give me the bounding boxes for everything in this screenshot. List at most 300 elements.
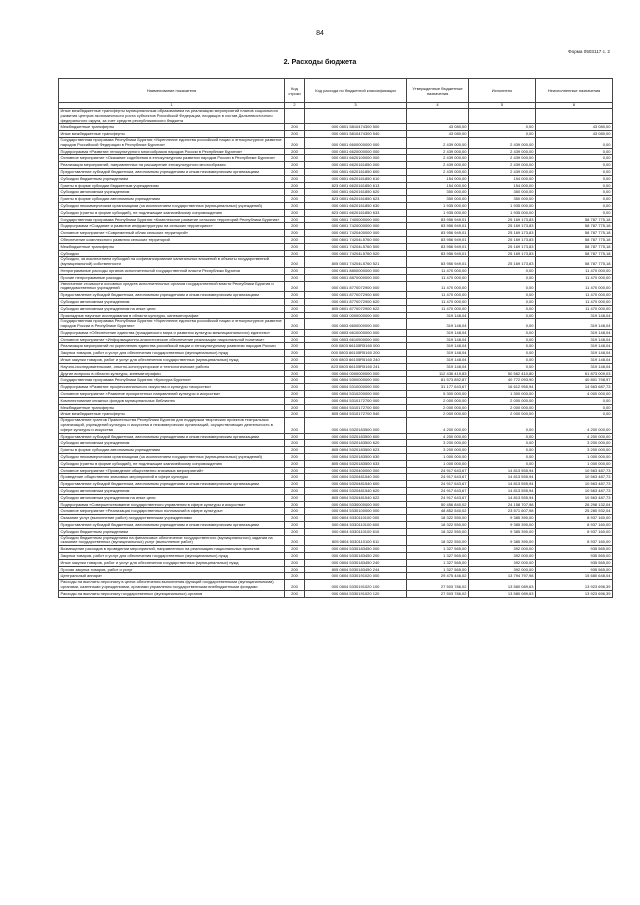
table-row <box>59 418 613 433</box>
table-cell: 000 0801 74204L5760 500 <box>305 243 407 250</box>
table-cell: 319 148,04 <box>407 350 469 357</box>
table-cell: 25 169 173,83 <box>469 216 536 223</box>
table-row <box>59 336 613 343</box>
table-cell: 000 0804 5320481540 620 <box>305 488 407 495</box>
table-cell: 319 148,04 <box>407 357 469 364</box>
table-cell: 0,00 <box>469 440 536 447</box>
table-cell: 1 000 000,00 <box>536 454 613 461</box>
table-cell: 000 0801 6620161850 620 <box>305 189 407 196</box>
table-cell: Предоставление субсидий бюджетным, автономным учреждениям и иным некоммерческим организациям <box>59 433 285 440</box>
table-cell: Прочие непрограммные расходы <box>59 274 285 281</box>
table-cell: Основное мероприятие «Проведение общественно значимых мероприятий» <box>59 467 285 474</box>
table-cell: 200 <box>285 580 305 591</box>
table-row <box>59 474 613 481</box>
table-cell: 0,00 <box>469 418 536 433</box>
table-cell: 000 0801 6620161850 000 <box>305 162 407 169</box>
table-cell: 0,00 <box>469 312 536 319</box>
table-cell: 0,00 <box>536 148 613 155</box>
table-row <box>59 488 613 495</box>
table-cell: 9 385 390,00 <box>469 522 536 529</box>
table-cell: 1 935 000,00 <box>407 202 469 209</box>
table-cell: 1 935 000,00 <box>469 209 536 216</box>
table-cell: 200 <box>285 175 305 182</box>
table-cell: 2 439 000,00 <box>469 137 536 148</box>
table-cell: 18 322 550,00 <box>407 515 469 522</box>
table-cell: 50 456 840,02 <box>407 501 469 508</box>
column-header: Код строки <box>285 79 305 103</box>
table-cell: 2 439 000,00 <box>407 162 469 169</box>
table-cell: 11 470 000,00 <box>536 292 613 299</box>
table-row <box>59 155 613 162</box>
table-row <box>59 182 613 189</box>
table-cell: 1 327 565,00 <box>407 552 469 559</box>
table-cell: 200 <box>285 137 305 148</box>
table-cell: Предоставление субсидий бюджетным, автономным учреждениям и иным некоммерческим организациям <box>59 481 285 488</box>
table-cell: 000 0801 74204L5760 000 <box>305 236 407 243</box>
table-cell: 11 470 000,00 <box>407 298 469 305</box>
table-row <box>59 162 613 169</box>
table-cell: 319 148,04 <box>407 329 469 336</box>
table-cell: Субсидии автономным учреждениям <box>59 298 285 305</box>
table-cell: 200 <box>285 488 305 495</box>
table-cell: 823 0803 66105R5160 241 <box>305 363 407 370</box>
table-cell: 200 <box>285 501 305 508</box>
table-cell: 000 0803 6610500000 000 <box>305 336 407 343</box>
table-cell: 50 562 410,80 <box>469 370 536 377</box>
table-cell: 0,00 <box>469 281 536 292</box>
table-cell: 0,00 <box>536 189 613 196</box>
table-cell: 0,00 <box>536 397 613 404</box>
table-cell: 200 <box>285 148 305 155</box>
table-cell: 000 0804 5320183500 000 <box>305 418 407 433</box>
table-cell: 8 937 160,00 <box>536 515 613 522</box>
table-cell: 000 0804 5320183500 630 <box>305 454 407 461</box>
table-cell: 200 <box>285 404 305 411</box>
table-cell: 000 0803 6600000000 000 <box>305 319 407 330</box>
table-cell: 200 <box>285 508 305 515</box>
table-row <box>59 515 613 522</box>
table-cell: 8 937 160,00 <box>536 522 613 529</box>
table-row <box>59 196 613 203</box>
table-cell: 000 0801 6620161850 630 <box>305 202 407 209</box>
table-cell: Предоставление субсидий бюджетным, автономным учреждениям и иным некоммерческим организациям <box>59 522 285 529</box>
table-cell: 58 787 775,18 <box>536 250 613 257</box>
table-cell: 200 <box>285 189 305 196</box>
table-cell: 3 200 000,00 <box>407 447 469 454</box>
table-row <box>59 508 613 515</box>
table-row <box>59 274 613 281</box>
table-cell: 000 0804 5310172700 500 <box>305 404 407 411</box>
table-cell: 000 0804 5330183450 200 <box>305 552 407 559</box>
table-cell: 13 794 797,98 <box>469 573 536 580</box>
table-row <box>59 209 613 216</box>
table-cell: 319 148,04 <box>536 336 613 343</box>
table-row <box>59 109 613 124</box>
table-row <box>59 590 613 597</box>
table-cell: 83 956 949,01 <box>407 230 469 237</box>
table-cell: 9 385 390,00 <box>469 535 536 546</box>
table-cell: 200 <box>285 274 305 281</box>
table-row <box>59 546 613 553</box>
table-cell: 200 <box>285 319 305 330</box>
table-cell: 24 917 643,67 <box>407 467 469 474</box>
table-cell: 200 <box>285 559 305 566</box>
table-cell: 823 0801 6620161850 623 <box>305 196 407 203</box>
table-cell <box>469 109 536 124</box>
table-row <box>59 168 613 175</box>
table-cell: 0,00 <box>469 298 536 305</box>
table-cell: 8 937 160,00 <box>536 528 613 535</box>
table-cell: Предоставление субсидий бюджетным, автономным учреждениям и иным некоммерческим организациям <box>59 168 285 175</box>
table-row <box>59 363 613 370</box>
table-cell: 2 439 000,00 <box>469 162 536 169</box>
table-cell: Реализация мероприятий по укреплению единства российской нации и этнокультурному развитию народов России <box>59 343 285 350</box>
table-cell: Субсидии автономным учреждениям <box>59 488 285 495</box>
table-cell: 0,00 <box>536 168 613 175</box>
table-cell: 0,00 <box>469 305 536 312</box>
table-cell: 154 000,00 <box>407 182 469 189</box>
table-cell: 154 000,00 <box>469 175 536 182</box>
table-cell: 43 080,00 <box>536 124 613 131</box>
table-cell: 11 470 000,00 <box>407 281 469 292</box>
table-cell: 319 148,04 <box>536 357 613 364</box>
table-cell: Субсидии <box>59 250 285 257</box>
table-cell: Подпрограмма «Совершенствование государственного управления в сфере культуры и искусства» <box>59 501 285 508</box>
table-cell: Подпрограмма «Развитие этнокультурного многообразия народов России в Республике Бурятия» <box>59 148 285 155</box>
table-cell: 0,00 <box>469 433 536 440</box>
table-cell: Прочая закупка товаров, работ и услуг <box>59 566 285 573</box>
table-cell: 4 200 000,00 <box>407 418 469 433</box>
table-cell: 200 <box>285 350 305 357</box>
table-cell: 000 0801 6620100000 000 <box>305 155 407 162</box>
table-cell: 935 565,00 <box>536 566 613 573</box>
table-row <box>59 329 613 336</box>
table-row <box>59 243 613 250</box>
table-cell: 000 0801 7400000000 000 <box>305 216 407 223</box>
column-header: Наименование показателя <box>59 79 285 103</box>
table-cell <box>285 109 305 124</box>
table-cell: Подпрограмма «Развитие профессионального искусства и культуры «искусство» <box>59 384 285 391</box>
table-cell: 27 503 786,02 <box>407 590 469 597</box>
table-cell: 000 0804 5330183450 240 <box>305 559 407 566</box>
table-cell: 1 300 000,00 <box>469 391 536 398</box>
table-cell: 0,00 <box>469 336 536 343</box>
table-cell: Субсидии бюджетным учреждениям <box>59 528 285 535</box>
table-cell: 24 917 643,67 <box>407 494 469 501</box>
table-cell: 0,00 <box>469 357 536 364</box>
table-cell: 0,00 <box>469 319 536 330</box>
table-cell: 805 0804 5330183450 244 <box>305 566 407 573</box>
table-cell: 1 327 565,00 <box>407 566 469 573</box>
table-cell: Иные межбюджетные трансферты <box>59 131 285 138</box>
column-number: 5 <box>469 103 536 109</box>
table-cell: 4 200 000,00 <box>536 418 613 433</box>
table-cell: 000 0801 8770072900 000 <box>305 281 407 292</box>
table-cell: Непрограммные расходы органов исполнительной государственной власти Республики Бурятия <box>59 267 285 274</box>
table-cell: 000 0804 5330191020 100 <box>305 580 407 591</box>
table-cell: 000 0801 7420000000 000 <box>305 223 407 230</box>
table-cell: 200 <box>285 281 305 292</box>
table-cell: 200 <box>285 363 305 370</box>
table-cell: 200 <box>285 377 305 384</box>
table-cell: 0,00 <box>469 350 536 357</box>
table-cell: 25 169 173,83 <box>469 236 536 243</box>
table-cell: 2 439 000,00 <box>469 168 536 175</box>
table-cell: 11 470 000,00 <box>536 281 613 292</box>
table-cell: Оказание услуг (выполнение работ) государственными учреждениями <box>59 515 285 522</box>
table-cell: 200 <box>285 454 305 461</box>
table-cell: Субсидии некоммерческим организациям (за исключением государственных (муниципальных) учреждений) <box>59 202 285 209</box>
table-row <box>59 175 613 182</box>
table-cell: 200 <box>285 391 305 398</box>
table-cell: Государственная программа Республики Бурятия «Комплексное развитие сельских территорий Республики Бурятия» <box>59 216 285 223</box>
table-cell: 200 <box>285 411 305 418</box>
table-cell: 3 200 000,00 <box>536 440 613 447</box>
table-cell: 25 169 173,83 <box>469 243 536 250</box>
table-cell: 200 <box>285 182 305 189</box>
table-cell: Закупка товаров, работ и услуг для обеспечения государственных (муниципальных) нужд <box>59 552 285 559</box>
table-cell: 200 <box>285 243 305 250</box>
table-cell: 1 000 000,00 <box>407 454 469 461</box>
table-cell: 25 280 932,04 <box>536 508 613 515</box>
table-row <box>59 528 613 535</box>
table-cell: 2 000 000,00 <box>407 397 469 404</box>
table-row <box>59 131 613 138</box>
table-cell: 1 935 000,00 <box>407 209 469 216</box>
table-cell: 0,00 <box>536 202 613 209</box>
table-cell: Обеспечение комплексного развития сельских территорий <box>59 236 285 243</box>
table-row <box>59 573 613 580</box>
table-cell: 000 0803 0000000000 000 <box>305 312 407 319</box>
table-cell: 319 148,04 <box>407 343 469 350</box>
table-cell: Субсидии (гранты в форме субсидий), не подлежащие казначейскому сопровождению <box>59 209 285 216</box>
table-row <box>59 377 613 384</box>
table-cell: Гранты в форме субсидии бюджетным учреждениям <box>59 182 285 189</box>
table-cell: 392 000,00 <box>469 566 536 573</box>
table-row <box>59 216 613 223</box>
table-row <box>59 267 613 274</box>
table-cell: 4 000 000,00 <box>536 391 613 398</box>
column-header: Код расхода по бюджетной классификации <box>305 79 407 103</box>
table-row <box>59 559 613 566</box>
table-row <box>59 404 613 411</box>
table-cell: 2 000 000,00 <box>407 404 469 411</box>
table-cell: 350 000,00 <box>407 189 469 196</box>
table-cell: 15 680 648,04 <box>536 573 613 580</box>
table-cell: 13 580 089,63 <box>469 580 536 591</box>
table-cell: 000 0801 8770072900 620 <box>305 298 407 305</box>
column-header: Утвержденные бюджетные назначения <box>407 79 469 103</box>
table-cell: Иные межбюджетные трансферты <box>59 411 285 418</box>
table-cell: 24 917 643,67 <box>407 481 469 488</box>
table-cell: Основное мероприятие «Развитие приоритетных направлений культуры и искусства» <box>59 391 285 398</box>
table-cell: Основное мероприятие «Современный облик сельских территорий» <box>59 230 285 237</box>
table-cell: 0,00 <box>536 137 613 148</box>
table-cell: 392 000,00 <box>469 546 536 553</box>
table-cell: 200 <box>285 236 305 243</box>
table-cell: 200 <box>285 590 305 597</box>
table-cell: 200 <box>285 196 305 203</box>
table-cell: 200 <box>285 223 305 230</box>
table-cell: 000 0804 5330110100 000 <box>305 515 407 522</box>
table-cell: 10 563 487,73 <box>536 494 613 501</box>
table-cell: 000 0804 5310172700 000 <box>305 397 407 404</box>
table-row <box>59 384 613 391</box>
table-row <box>59 433 613 440</box>
table-cell: 2 000 000,00 <box>469 397 536 404</box>
table-cell: 43 080,00 <box>536 131 613 138</box>
table-cell: 9 385 390,00 <box>469 528 536 535</box>
table-cell: 16 612 955,94 <box>469 384 536 391</box>
table-cell: 5 300 000,00 <box>407 391 469 398</box>
table-row <box>59 350 613 357</box>
table-cell: 0,00 <box>536 196 613 203</box>
table-cell: 319 148,04 <box>536 363 613 370</box>
table-cell: 1 000 000,00 <box>407 460 469 467</box>
table-cell: Предоставление субсидий бюджетным, автономным учреждениям и иным некоммерческим организациям <box>59 292 285 299</box>
table-cell: 27 503 786,02 <box>407 580 469 591</box>
table-cell: 0,00 <box>536 175 613 182</box>
table-cell: 58 787 775,18 <box>536 243 613 250</box>
table-cell: 43 080,00 <box>407 131 469 138</box>
table-cell: 3 200 000,00 <box>407 440 469 447</box>
table-cell: 11 470 000,00 <box>407 305 469 312</box>
table-cell: 10 563 487,73 <box>536 481 613 488</box>
table-cell: 11 470 000,00 <box>407 292 469 299</box>
table-cell: 0,00 <box>469 329 536 336</box>
table-cell: 000 0801 5810474300 500 <box>305 124 407 131</box>
column-number: 4 <box>407 103 469 109</box>
table-cell: Закупка товаров, работ и услуг для обеспечения государственных (муниципальных) нужд <box>59 350 285 357</box>
table-cell: Государственная программа Республики Бурятия «Укрепление единства российской нации и этнокультурное развитие народов Российской Федерации в Республике Бурятия» <box>59 137 285 148</box>
table-cell: 805 0801 8770072900 622 <box>305 305 407 312</box>
table-cell: 200 <box>285 552 305 559</box>
table-cell: Возмещение расходов в проведении мероприятий, направленных на реализацию национальных проектов <box>59 546 285 553</box>
table-cell: Межбюджетные трансферты <box>59 243 285 250</box>
table-cell: 1 327 565,00 <box>407 546 469 553</box>
table-cell <box>305 109 407 124</box>
table-cell: 81 573 892,87 <box>407 377 469 384</box>
table-cell: 000 0804 5320183500 620 <box>305 440 407 447</box>
table-cell: 350 000,00 <box>469 189 536 196</box>
table-cell: Проведение общественно значимых мероприятий в сфере культуры <box>59 474 285 481</box>
table-cell: 14 813 555,94 <box>469 467 536 474</box>
table-cell: Межбюджетные трансферты <box>59 124 285 131</box>
column-number: 3 <box>305 103 407 109</box>
table-cell: 200 <box>285 257 305 268</box>
table-body <box>59 109 613 598</box>
table-cell: 154 000,00 <box>469 182 536 189</box>
table-cell: 0,00 <box>469 343 536 350</box>
table-row <box>59 189 613 196</box>
table-cell: 200 <box>285 460 305 467</box>
table-cell: 000 0804 5330110100 610 <box>305 528 407 535</box>
column-number: 1 <box>59 103 285 109</box>
table-row <box>59 481 613 488</box>
table-row <box>59 312 613 319</box>
table-cell: 392 000,00 <box>469 552 536 559</box>
table-cell: 0,00 <box>536 162 613 169</box>
table-cell: 200 <box>285 250 305 257</box>
table-cell: 200 <box>285 336 305 343</box>
table-cell: 000 0804 5320481540 000 <box>305 474 407 481</box>
table-cell: Субсидии автономным учреждениям на иные цели <box>59 305 285 312</box>
table-cell: Субсидии бюджетным учреждениям <box>59 175 285 182</box>
table-cell: 0,00 <box>469 124 536 131</box>
table-cell: 805 0804 5320183500 633 <box>305 460 407 467</box>
table-row <box>59 148 613 155</box>
table-cell: 200 <box>285 440 305 447</box>
table-cell: 200 <box>285 418 305 433</box>
table-cell: Основное мероприятие «Информационно-аналитическое обеспечение реализации национальной политики» <box>59 336 285 343</box>
table-cell: 0,00 <box>469 447 536 454</box>
table-cell: 0,00 <box>536 182 613 189</box>
table-cell: 000 0803 66105R5160 000 <box>305 343 407 350</box>
table-cell: Субсидии автономным учреждениям <box>59 189 285 196</box>
table-row <box>59 137 613 148</box>
table-row <box>59 566 613 573</box>
table-row <box>59 454 613 461</box>
table-cell: Государственная программа Республики Бурятия «Культура Бурятии» <box>59 377 285 384</box>
table-cell: 83 956 949,01 <box>407 243 469 250</box>
table-cell: 58 787 775,18 <box>536 230 613 237</box>
table-cell: 11 470 000,00 <box>536 267 613 274</box>
table-cell: 200 <box>285 447 305 454</box>
table-cell: 000 0803 6610000000 000 <box>305 329 407 336</box>
table-cell: 200 <box>285 481 305 488</box>
form-code: Форма 0503117 с. 2 <box>568 49 610 54</box>
table-cell: 000 0801 6600000000 000 <box>305 137 407 148</box>
table-cell: 10 563 487,73 <box>536 474 613 481</box>
page-number: 84 <box>316 30 324 37</box>
table-cell: 200 <box>285 209 305 216</box>
table-cell: 11 470 000,00 <box>536 305 613 312</box>
table-cell: 200 <box>285 162 305 169</box>
page-title: 2. Расходы бюджета <box>283 57 357 66</box>
table-cell: 319 148,04 <box>536 350 613 357</box>
table-row <box>59 467 613 474</box>
table-cell: Подпрограмма «Создание и развитие инфраструктуры на сельских территориях» <box>59 223 285 230</box>
table-cell: 319 148,04 <box>536 343 613 350</box>
table-cell: 000 0801 8770072900 600 <box>305 292 407 299</box>
table-row <box>59 397 613 404</box>
table-cell: 000 0804 5320481540 600 <box>305 481 407 488</box>
table-cell: Центральный аппарат <box>59 573 285 580</box>
table-cell: 000 0801 5810474300 540 <box>305 131 407 138</box>
table-cell: 8 937 160,00 <box>536 535 613 546</box>
table-cell: 40 801 798,97 <box>536 377 613 384</box>
table-cell: 43 080,00 <box>407 124 469 131</box>
table-cell: Субсидии некоммерческим организациям (за исключением государственных (муниципальных) учреждений) <box>59 454 285 461</box>
table-row <box>59 230 613 237</box>
table-cell: 350 000,00 <box>469 196 536 203</box>
table-cell: 26 298 132,04 <box>536 501 613 508</box>
table-cell: 000 0801 7420400000 000 <box>305 230 407 237</box>
table-cell: 83 956 949,01 <box>407 223 469 230</box>
table-cell: 319 148,04 <box>407 336 469 343</box>
column-header: Неисполненные назначения <box>536 79 613 103</box>
table-cell: 3 200 000,00 <box>536 447 613 454</box>
table-row <box>59 501 613 508</box>
table-cell: 0,00 <box>469 292 536 299</box>
table-cell: 200 <box>285 329 305 336</box>
table-cell: 200 <box>285 357 305 364</box>
table-cell: 4 200 000,00 <box>536 433 613 440</box>
table-cell: 0,00 <box>536 411 613 418</box>
table-cell: Расходы на выплаты персоналу в целях обеспечения выполнения функций государственными (муниципальными) органами, казенными учреждениями, органами управления государственными внебюджетными фондами <box>59 580 285 591</box>
table-cell: 000 0801 6620161850 610 <box>305 175 407 182</box>
table-cell: 000 0804 5330000000 000 <box>305 501 407 508</box>
